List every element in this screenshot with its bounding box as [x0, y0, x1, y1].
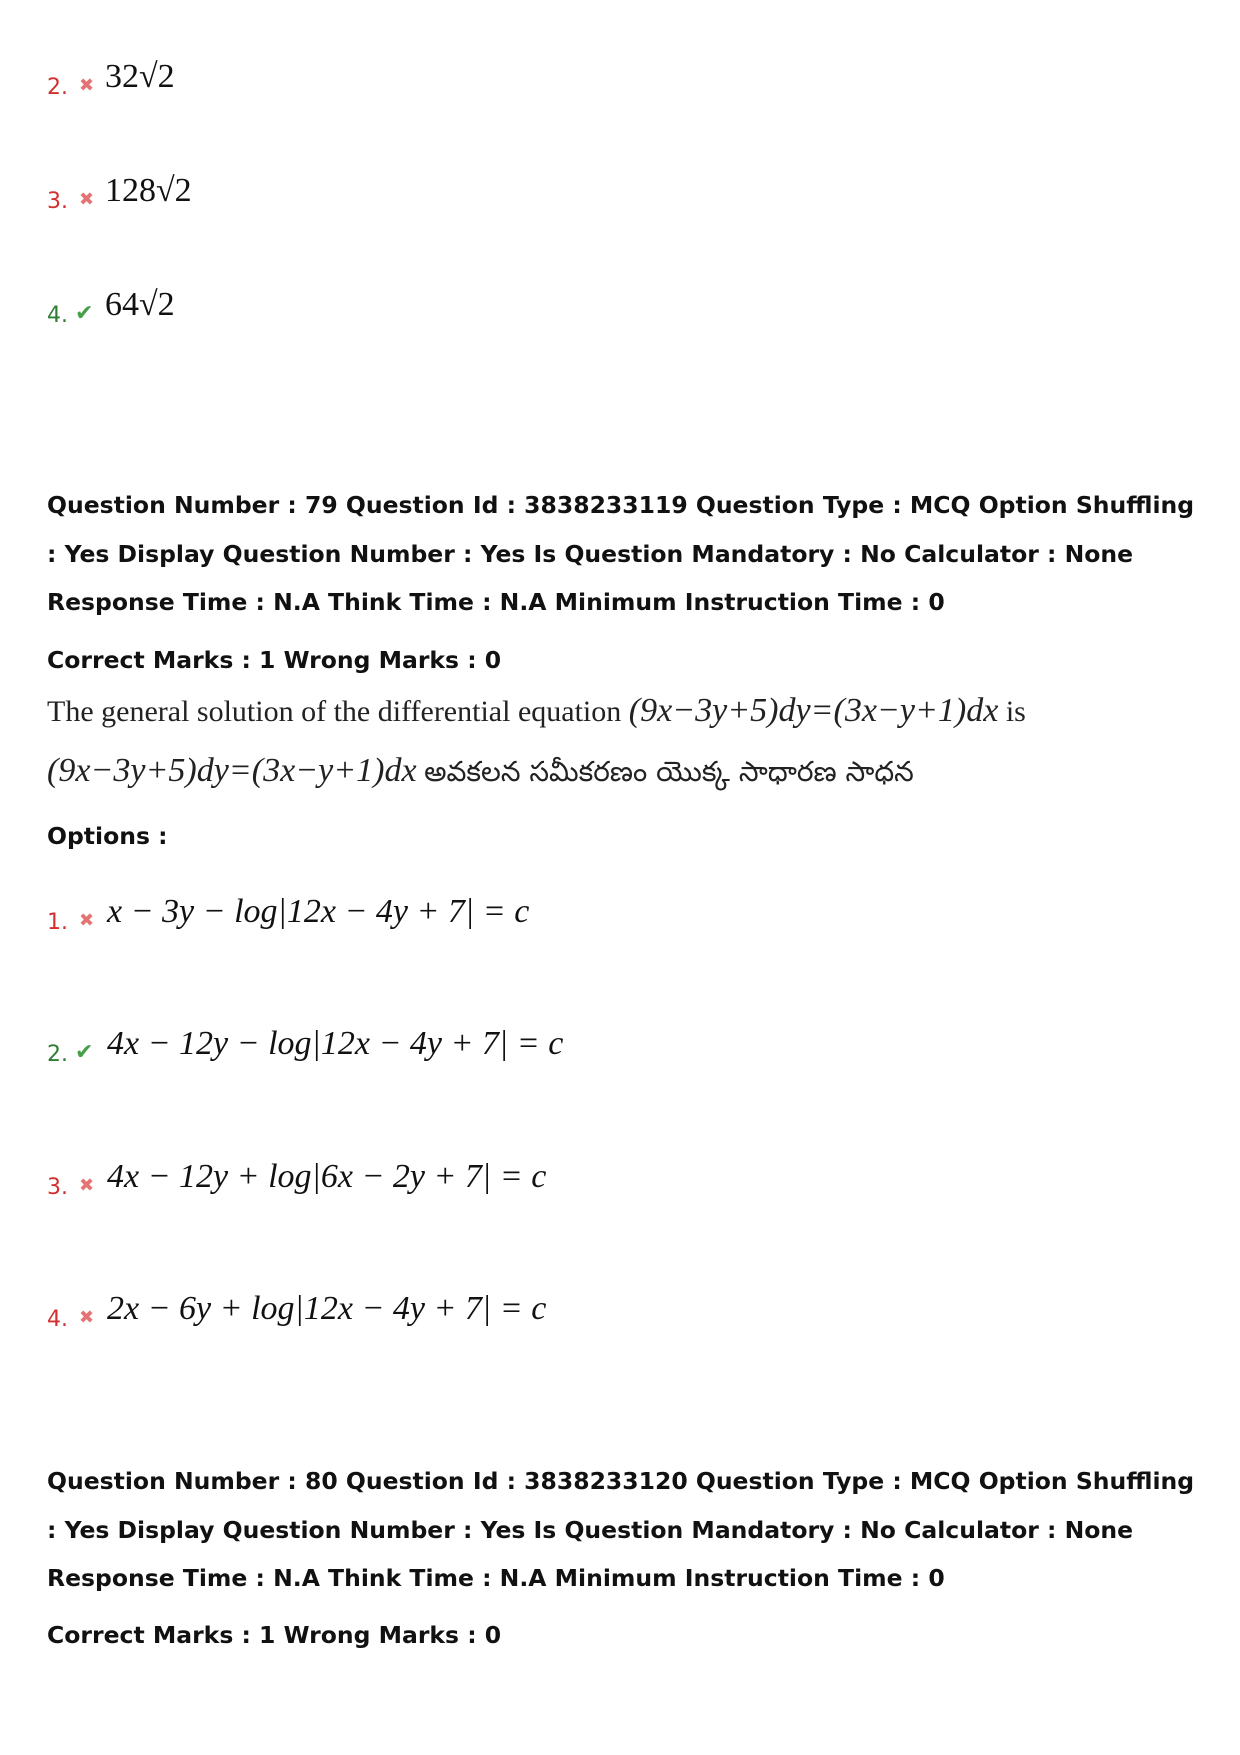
question-79-meta: Question Number : 79 Question Id : 3838233119 Question Type : MCQ Option Shuffling : Yes Display Question Number : Yes Is Question Mandatory : No Calculator : None Response Time : N.A Think Time : N.A Minimum Instruction Time : 0	[47, 491, 1195, 616]
option-number: 3.	[47, 1175, 68, 1200]
q79-option-3	[47, 1140, 747, 1200]
option-number: 2.	[47, 1042, 68, 1067]
wrong-icon: ✖	[79, 75, 95, 96]
question-equation: (9x−3y+5)dy=(3x−y+1)dx	[628, 692, 999, 729]
option-number: 2.	[47, 75, 68, 100]
question-equation-telugu: (9x−3y+5)dy=(3x−y+1)dx	[47, 752, 417, 789]
check-icon: ✔	[75, 1040, 94, 1065]
question-80-meta: Question Number : 80 Question Id : 3838233120 Question Type : MCQ Option Shuffling : Yes Display Question Number : Yes Is Question Mandatory : No Calculator : None Response Time : N.A Think Time : N.A Minimum Instruction Time : 0	[47, 1467, 1195, 1592]
wrong-icon: ✖	[79, 910, 95, 931]
question-text-telugu: అవకలన సమీకరణం యొక్క సాధారణ సాధన	[424, 755, 914, 788]
question-text-suffix: is	[1005, 695, 1026, 728]
option-number: 3.	[47, 189, 68, 214]
question-80-marks: Correct Marks : 1 Wrong Marks : 0	[47, 1621, 502, 1649]
question-text-prefix: The general solution of the differential equation	[47, 695, 622, 728]
question-79-english	[47, 692, 1026, 730]
option-text: x − 3y − log|12x − 4y + 7| = c	[107, 893, 530, 930]
options-label: Options :	[47, 822, 168, 850]
wrong-icon: ✖	[79, 1307, 95, 1328]
option-text: 128√2	[105, 172, 192, 209]
question-79-telugu	[47, 752, 914, 795]
option-text: 64√2	[105, 286, 175, 323]
wrong-icon: ✖	[79, 1175, 95, 1196]
wrong-icon: ✖	[79, 189, 95, 210]
option-text: 4x − 12y + log|6x − 2y + 7| = c	[107, 1158, 547, 1195]
question-79-marks: Correct Marks : 1 Wrong Marks : 0	[47, 646, 502, 674]
option-number: 4.	[47, 303, 68, 328]
prev-option-2	[47, 40, 747, 100]
option-text: 32√2	[105, 58, 175, 95]
option-text: 2x − 6y + log|12x − 4y + 7| = c	[107, 1290, 547, 1327]
q79-option-1	[47, 875, 747, 935]
check-icon: ✔	[75, 301, 94, 326]
prev-option-4	[47, 268, 747, 328]
q79-option-2	[47, 1007, 747, 1067]
option-text: 4x − 12y − log|12x − 4y + 7| = c	[107, 1025, 564, 1062]
option-number: 1.	[47, 910, 68, 935]
option-number: 4.	[47, 1307, 68, 1332]
prev-option-3	[47, 154, 747, 214]
q79-option-4	[47, 1272, 747, 1332]
